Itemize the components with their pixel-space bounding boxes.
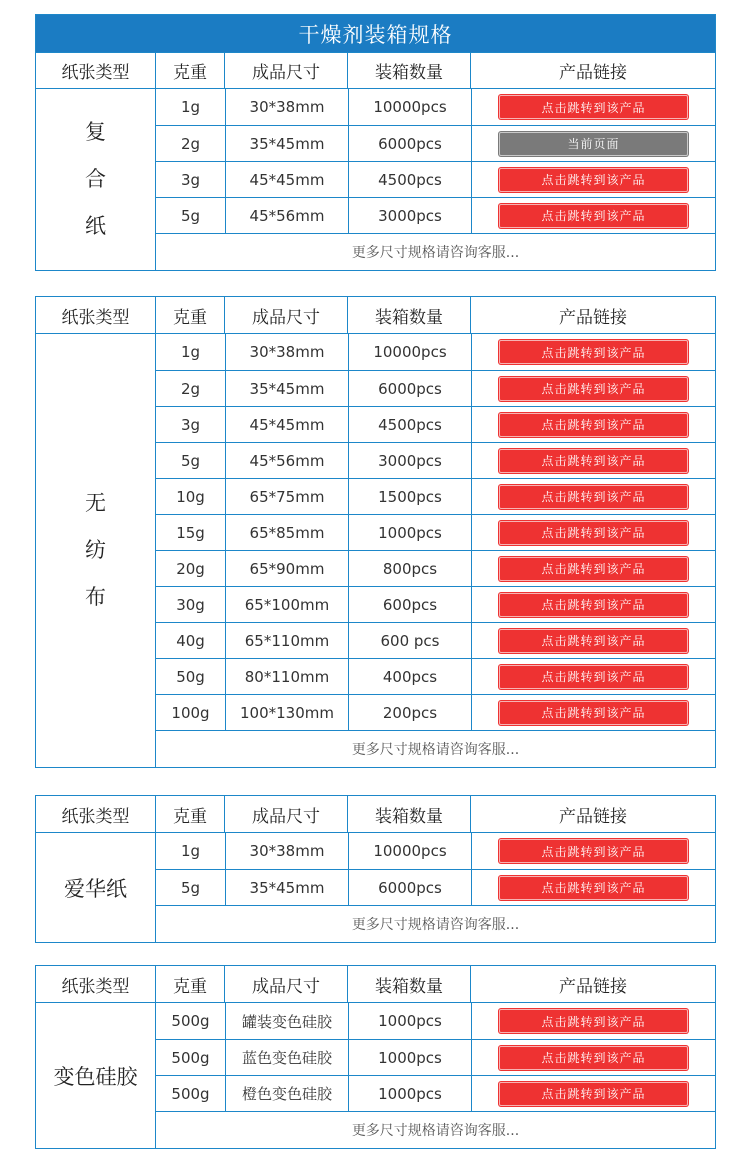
header-type: 纸张类型 (61, 976, 130, 997)
size-cell: 45*56mm (225, 198, 348, 233)
jump-to-product-button[interactable]: 点击跳转到该产品 (499, 839, 688, 863)
size-cell: 65*85mm (225, 515, 348, 550)
paper-type-text: 复 (85, 120, 106, 144)
jump-to-product-button[interactable]: 点击跳转到该产品 (499, 521, 688, 545)
table-row (156, 370, 715, 406)
jump-to-product-button[interactable]: 点击跳转到该产品 (499, 95, 688, 119)
qty-cell: 600 pcs (348, 623, 471, 658)
header-type: 纸张类型 (61, 63, 130, 83)
jump-to-product-button[interactable]: 点击跳转到该产品 (499, 557, 688, 581)
paper-type-label (36, 833, 155, 942)
spec-table-composite-paper (35, 14, 716, 271)
paper-type-text: 纺 (85, 538, 106, 562)
weight-cell: 10g (176, 487, 205, 506)
header-weight: 克重 (155, 966, 224, 1002)
table-body (36, 88, 715, 270)
rows-column (155, 334, 715, 767)
paper-type-label (36, 89, 155, 270)
link-cell (471, 587, 715, 622)
qty-cell: 1000pcs (348, 515, 471, 550)
qty-cell: 1500pcs (348, 479, 471, 514)
weight-cell: 2g (180, 134, 201, 153)
header-type: 纸张类型 (61, 806, 130, 827)
table-row (156, 586, 715, 622)
table-row (156, 1039, 715, 1075)
link-cell (471, 833, 715, 869)
size-cell: 65*100mm (225, 587, 348, 622)
link-cell (471, 1003, 715, 1039)
weight-cell: 500g (171, 1048, 210, 1067)
qty-cell: 10000pcs (348, 334, 471, 370)
weight-cell: 3g (180, 415, 201, 434)
header-qty: 装箱数量 (347, 53, 470, 88)
size-cell: 45*45mm (225, 162, 348, 197)
table-row (156, 125, 715, 161)
size-cell: 35*45mm (225, 870, 348, 905)
table-row (156, 89, 715, 125)
header-qty: 装箱数量 (347, 796, 470, 832)
link-cell (471, 407, 715, 442)
qty-cell: 3000pcs (348, 198, 471, 233)
qty-cell: 10000pcs (348, 833, 471, 869)
paper-type-text: 布 (85, 585, 106, 609)
link-cell (471, 371, 715, 406)
weight-cell: 2g (180, 379, 201, 398)
size-cell: 30*38mm (225, 89, 348, 125)
more-sizes-note: 更多尺寸规格请咨询客服... (156, 730, 715, 767)
jump-to-product-button[interactable]: 点击跳转到该产品 (499, 665, 688, 689)
link-cell (471, 1040, 715, 1075)
paper-type-text: 纸 (85, 214, 106, 238)
jump-to-product-button[interactable]: 点击跳转到该产品 (499, 1082, 688, 1106)
rows-column (155, 89, 715, 270)
qty-cell: 4500pcs (348, 407, 471, 442)
jump-to-product-button[interactable]: 点击跳转到该产品 (499, 340, 688, 364)
link-cell (471, 198, 715, 233)
size-cell: 橙色变色硅胶 (225, 1076, 348, 1111)
link-cell (471, 551, 715, 586)
table-row (156, 334, 715, 370)
jump-to-product-button[interactable]: 点击跳转到该产品 (499, 377, 688, 401)
link-cell (471, 443, 715, 478)
table-row (156, 197, 715, 233)
more-sizes-note: 更多尺寸规格请咨询客服... (156, 1111, 715, 1148)
qty-cell: 3000pcs (348, 443, 471, 478)
header-weight: 克重 (155, 796, 224, 832)
size-cell: 65*110mm (225, 623, 348, 658)
size-cell: 35*45mm (225, 126, 348, 161)
size-cell: 蓝色变色硅胶 (225, 1040, 348, 1075)
table-row (156, 161, 715, 197)
size-cell: 100*130mm (225, 695, 348, 730)
paper-type-label (36, 334, 155, 767)
weight-cell: 30g (176, 595, 205, 614)
spec-table-aihua-paper (35, 795, 716, 943)
header-qty: 装箱数量 (347, 966, 470, 1002)
weight-cell: 3g (180, 170, 201, 189)
spec-table-nonwoven (35, 296, 716, 768)
link-cell (471, 695, 715, 730)
link-cell (471, 162, 715, 197)
qty-cell: 1000pcs (348, 1003, 471, 1039)
qty-cell: 4500pcs (348, 162, 471, 197)
qty-cell: 10000pcs (348, 89, 471, 125)
header-link: 产品链接 (470, 53, 715, 88)
header-weight: 克重 (155, 53, 224, 88)
table-header-row (36, 796, 715, 832)
header-link: 产品链接 (470, 796, 715, 832)
header-size: 成品尺寸 (224, 966, 347, 1002)
jump-to-product-button[interactable]: 点击跳转到该产品 (499, 701, 688, 725)
table-header-row (36, 966, 715, 1002)
qty-cell: 1000pcs (348, 1076, 471, 1111)
jump-to-product-button[interactable]: 点击跳转到该产品 (499, 593, 688, 617)
table-row (156, 514, 715, 550)
table-header-row (36, 297, 715, 333)
paper-type-label (36, 1003, 155, 1148)
weight-cell: 40g (176, 631, 205, 650)
size-cell: 罐装变色硅胶 (225, 1003, 348, 1039)
qty-cell: 400pcs (348, 659, 471, 694)
current-page-button[interactable]: 当前页面 (499, 132, 688, 156)
header-weight: 克重 (155, 297, 224, 333)
table-row (156, 1003, 715, 1039)
qty-cell: 6000pcs (348, 371, 471, 406)
size-cell: 65*75mm (225, 479, 348, 514)
weight-cell: 5g (180, 206, 201, 225)
rows-column (155, 833, 715, 942)
more-sizes-note: 更多尺寸规格请咨询客服... (156, 233, 715, 270)
jump-to-product-button[interactable]: 点击跳转到该产品 (499, 1009, 688, 1033)
header-size: 成品尺寸 (224, 796, 347, 832)
table-row (156, 1075, 715, 1111)
table-body (36, 1002, 715, 1148)
table-row (156, 550, 715, 586)
size-cell: 35*45mm (225, 371, 348, 406)
jump-to-product-button[interactable]: 点击跳转到该产品 (499, 168, 688, 192)
weight-cell: 1g (180, 98, 201, 116)
size-cell: 30*38mm (225, 833, 348, 869)
header-link: 产品链接 (470, 297, 715, 333)
weight-cell: 100g (171, 703, 210, 722)
table-body (36, 832, 715, 942)
paper-type-text: 变色硅胶 (53, 1064, 138, 1089)
qty-cell: 800pcs (348, 551, 471, 586)
weight-cell: 1g (180, 343, 201, 361)
jump-to-product-button[interactable]: 点击跳转到该产品 (499, 413, 688, 437)
table-row (156, 406, 715, 442)
qty-cell: 600pcs (348, 587, 471, 622)
table-row (156, 658, 715, 694)
weight-cell: 500g (171, 1012, 210, 1030)
table-row (156, 622, 715, 658)
jump-to-product-button[interactable]: 点击跳转到该产品 (499, 876, 688, 900)
link-cell (471, 89, 715, 125)
link-cell (471, 334, 715, 370)
weight-cell: 15g (176, 523, 205, 542)
link-cell (471, 659, 715, 694)
link-cell (471, 515, 715, 550)
table-row (156, 833, 715, 869)
link-cell (471, 623, 715, 658)
size-cell: 80*110mm (225, 659, 348, 694)
more-sizes-note: 更多尺寸规格请咨询客服... (156, 905, 715, 942)
link-cell (471, 1076, 715, 1111)
header-link: 产品链接 (470, 966, 715, 1002)
weight-cell: 500g (171, 1084, 210, 1103)
paper-type-text: 合 (85, 167, 106, 191)
table-row (156, 694, 715, 730)
link-cell (471, 479, 715, 514)
qty-cell: 6000pcs (348, 126, 471, 161)
header-size: 成品尺寸 (224, 53, 347, 88)
spec-table-silica-gel (35, 965, 716, 1149)
rows-column (155, 1003, 715, 1148)
link-cell (471, 126, 715, 161)
jump-to-product-button[interactable]: 点击跳转到该产品 (499, 449, 688, 473)
table-row (156, 478, 715, 514)
weight-cell: 1g (180, 842, 201, 860)
link-cell (471, 870, 715, 905)
qty-cell: 200pcs (348, 695, 471, 730)
qty-cell: 1000pcs (348, 1040, 471, 1075)
weight-cell: 5g (180, 878, 201, 897)
paper-type-text: 爱华纸 (64, 876, 127, 901)
weight-cell: 20g (176, 559, 205, 578)
jump-to-product-button[interactable]: 点击跳转到该产品 (499, 629, 688, 653)
size-cell: 65*90mm (225, 551, 348, 586)
paper-type-text: 无 (85, 491, 106, 515)
table-row (156, 442, 715, 478)
table-header-row (36, 52, 715, 88)
page-title: 干燥剂装箱规格 (36, 15, 715, 52)
header-type: 纸张类型 (61, 307, 130, 328)
table-body (36, 333, 715, 767)
header-size: 成品尺寸 (224, 297, 347, 333)
size-cell: 45*45mm (225, 407, 348, 442)
header-qty: 装箱数量 (347, 297, 470, 333)
jump-to-product-button[interactable]: 点击跳转到该产品 (499, 1046, 688, 1070)
size-cell: 30*38mm (225, 334, 348, 370)
jump-to-product-button[interactable]: 点击跳转到该产品 (499, 485, 688, 509)
weight-cell: 50g (176, 667, 205, 686)
table-row (156, 869, 715, 905)
weight-cell: 5g (180, 451, 201, 470)
size-cell: 45*56mm (225, 443, 348, 478)
qty-cell: 6000pcs (348, 870, 471, 905)
jump-to-product-button[interactable]: 点击跳转到该产品 (499, 204, 688, 228)
